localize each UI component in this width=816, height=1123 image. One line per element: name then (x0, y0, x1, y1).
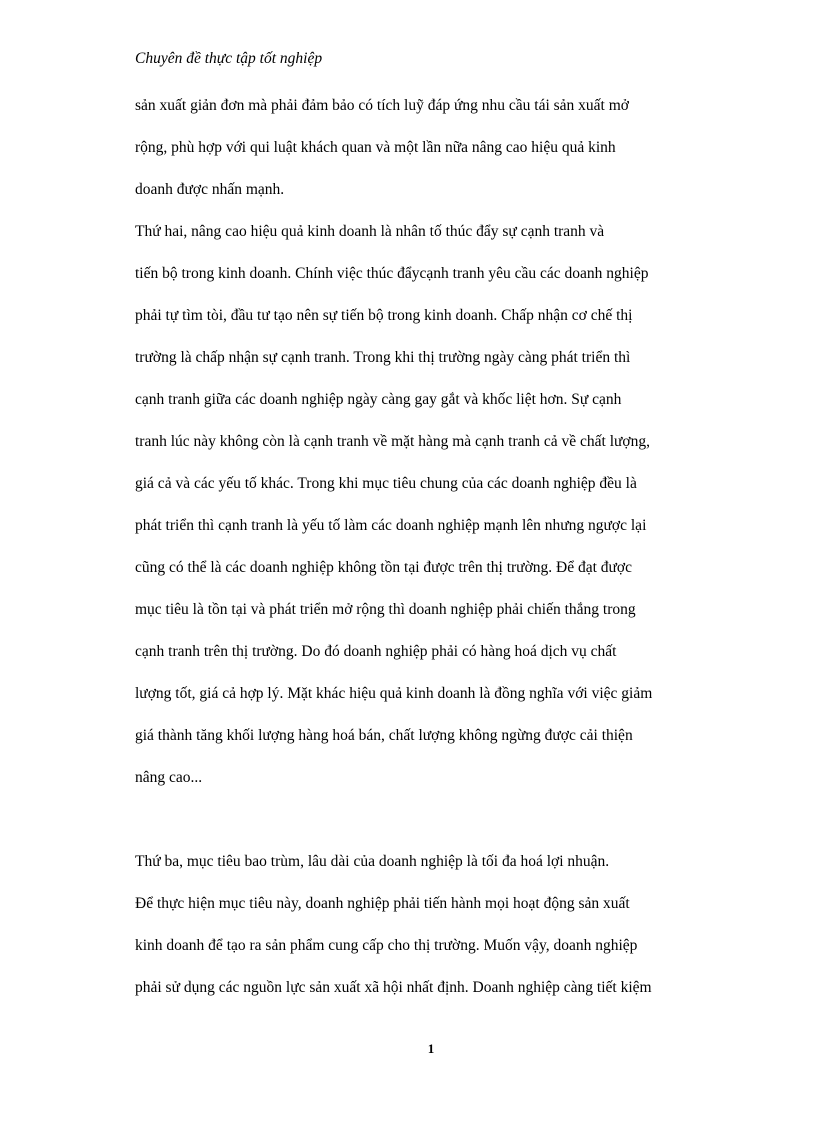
body-line: phát triển thì cạnh tranh là yếu tố làm các doanh nghiệp mạnh lên nhưng ngược lại (135, 517, 647, 534)
page-number: 1 (427, 1041, 435, 1056)
body-line: doanh được nhấn mạnh. (135, 181, 285, 198)
body-line: cũng có thể là các doanh nghiệp không tồn tại được trên thị trường. Để đạt được (135, 559, 632, 576)
body-line: lượng tốt, giá cả hợp lý. Mặt khác hiệu quả kinh doanh là đồng nghĩa với việc giảm (135, 685, 653, 702)
body-line: kinh doanh để tạo ra sản phẩm cung cấp cho thị trường. Muốn vậy, doanh nghiệp (135, 937, 638, 954)
body-line: sản xuất giản đơn mà phải đảm bảo có tích luỹ đáp ứng nhu cầu tái sản xuất mở (135, 97, 629, 114)
body-line: Thứ ba, mục tiêu bao trùm, lâu dài của doanh nghiệp là tối đa hoá lợi nhuận. (135, 853, 610, 870)
body-line: Thứ hai, nâng cao hiệu quả kinh doanh là nhân tố thúc đẩy sự cạnh tranh và (135, 223, 605, 240)
body-line: tiến bộ trong kinh doanh. Chính việc thúc đẩycạnh tranh yêu cầu các doanh nghiệp (135, 265, 649, 282)
running-header: Chuyên đề thực tập tốt nghiệp (135, 50, 323, 67)
body-line: trường là chấp nhận sự cạnh tranh. Trong khi thị trường ngày càng phát triển thì (135, 349, 631, 366)
body-line: phải tự tìm tòi, đầu tư tạo nên sự tiến bộ trong kinh doanh. Chấp nhận cơ chế thị (135, 307, 633, 324)
body-line: mục tiêu là tồn tại và phát triển mở rộng thì doanh nghiệp phải chiến thắng trong (135, 601, 636, 618)
body-line: phải sử dụng các nguồn lực sản xuất xã hội nhất định. Doanh nghiệp càng tiết kiệm (135, 979, 652, 996)
body-line: cạnh tranh trên thị trường. Do đó doanh nghiệp phải có hàng hoá dịch vụ chất (135, 643, 617, 660)
body-line: giá thành tăng khối lượng hàng hoá bán, chất lượng không ngừng được cải thiện (135, 727, 633, 744)
body-line: cạnh tranh giữa các doanh nghiệp ngày càng gay gắt và khốc liệt hơn. Sự cạnh (135, 391, 622, 408)
body-line: rộng, phù hợp với qui luật khách quan và một lần nữa nâng cao hiệu quả kinh (135, 139, 616, 156)
body-line: tranh lúc này không còn là cạnh tranh về mặt hàng mà cạnh tranh cả về chất lượng, (135, 433, 650, 450)
body-line: Để thực hiện mục tiêu này, doanh nghiệp phải tiến hành mọi hoạt động sản xuất (135, 895, 630, 912)
body-line: nâng cao... (135, 769, 203, 786)
body-line: giá cả và các yếu tố khác. Trong khi mục tiêu chung của các doanh nghiệp đều là (135, 475, 637, 492)
